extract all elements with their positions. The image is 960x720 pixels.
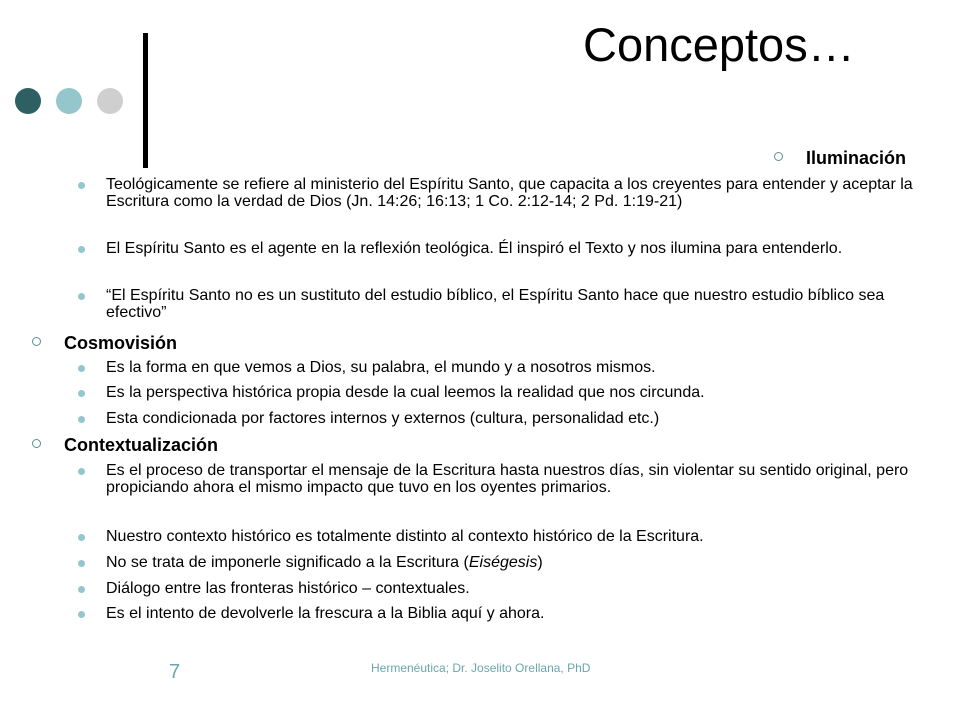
- bullet-icon: [78, 365, 85, 372]
- list-item: [106, 554, 936, 571]
- list-item-text: “El Espíritu Santo no es un sustituto del estudio bíblico, el Espíritu Santo hace que nuestro estudio bíblico sea efectivo”: [106, 287, 885, 321]
- section-heading-cosmovision: [64, 332, 177, 354]
- list-item-text: Nuestro contexto histórico es totalmente distinto al contexto histórico de la Escritura.: [106, 528, 704, 545]
- list-item-text: Diálogo entre las fronteras histórico – contextuales.: [106, 580, 470, 597]
- list-item: [106, 462, 936, 496]
- list-item: [106, 176, 936, 210]
- list-item-text: Es la forma en que vemos a Dios, su palabra, el mundo y a nosotros mismos.: [106, 359, 656, 376]
- list-item: [106, 580, 936, 597]
- ring-bullet-icon: [774, 152, 783, 161]
- list-item: [106, 287, 936, 321]
- list-item-text: Esta condicionada por factores internos y externos (cultura, personalidad etc.): [106, 410, 660, 427]
- dot-gray-icon: [97, 88, 123, 114]
- list-item-text: Teológicamente se refiere al ministerio del Espíritu Santo, que capacita a los creyentes para entender y aceptar la Escritura como la verdad de Dios (Jn. 14:26; 16:13; 1 Co. 2:12-14; 2 Pd. 1:19-21): [106, 176, 913, 210]
- bullet-icon: [78, 416, 85, 423]
- bullet-icon: [78, 560, 85, 567]
- list-item: [106, 528, 936, 545]
- section-heading-iluminacion: [806, 147, 906, 169]
- eisegesis-term: Eiségesis: [468, 554, 538, 571]
- list-item-text: Es la perspectiva histórica propia desde la cual leemos la realidad que nos circunda.: [106, 384, 705, 401]
- ring-bullet-icon: [32, 337, 41, 346]
- list-item: [106, 605, 936, 622]
- page-number: 7: [169, 661, 181, 683]
- list-item-text: No se trata de imponerle significado a la Escritura (Eiségesis): [106, 554, 543, 571]
- list-item-text: El Espíritu Santo es el agente en la reflexión teológica. Él inspiró el Texto y nos ilumina para entenderlo.: [106, 240, 843, 257]
- bullet-icon: [78, 293, 85, 300]
- list-item-text: Es el proceso de transportar el mensaje de la Escritura hasta nuestros días, sin violentar su sentido original, pero propiciando ahora el mismo impacto que tuvo en los oyentes primarios.: [106, 462, 909, 496]
- bullet-icon: [78, 586, 85, 593]
- ring-bullet-icon: [32, 439, 41, 448]
- dot-dark-icon: [15, 88, 41, 114]
- list-item: [106, 384, 936, 401]
- footer-text: Hermenéutica; Dr. Joselito Orellana, PhD: [371, 661, 591, 675]
- dot-light-icon: [56, 88, 82, 114]
- list-item: [106, 410, 936, 427]
- bullet-icon: [78, 468, 85, 475]
- list-item-text: Es el intento de devolverle la frescura a la Biblia aquí y ahora.: [106, 605, 545, 622]
- title-divider: [143, 33, 148, 168]
- section-heading-text: Contextualización: [64, 435, 219, 455]
- section-heading-text: Cosmovisión: [64, 333, 178, 353]
- bullet-icon: [78, 611, 85, 618]
- slide-title: Conceptos…: [583, 18, 855, 71]
- section-heading-text: Iluminación: [806, 148, 907, 168]
- list-item: [106, 240, 936, 257]
- list-item: [106, 359, 936, 376]
- bullet-icon: [78, 182, 85, 189]
- bullet-icon: [78, 390, 85, 397]
- bullet-icon: [78, 534, 85, 541]
- bullet-icon: [78, 246, 85, 253]
- section-heading-contextualizacion: [64, 434, 218, 456]
